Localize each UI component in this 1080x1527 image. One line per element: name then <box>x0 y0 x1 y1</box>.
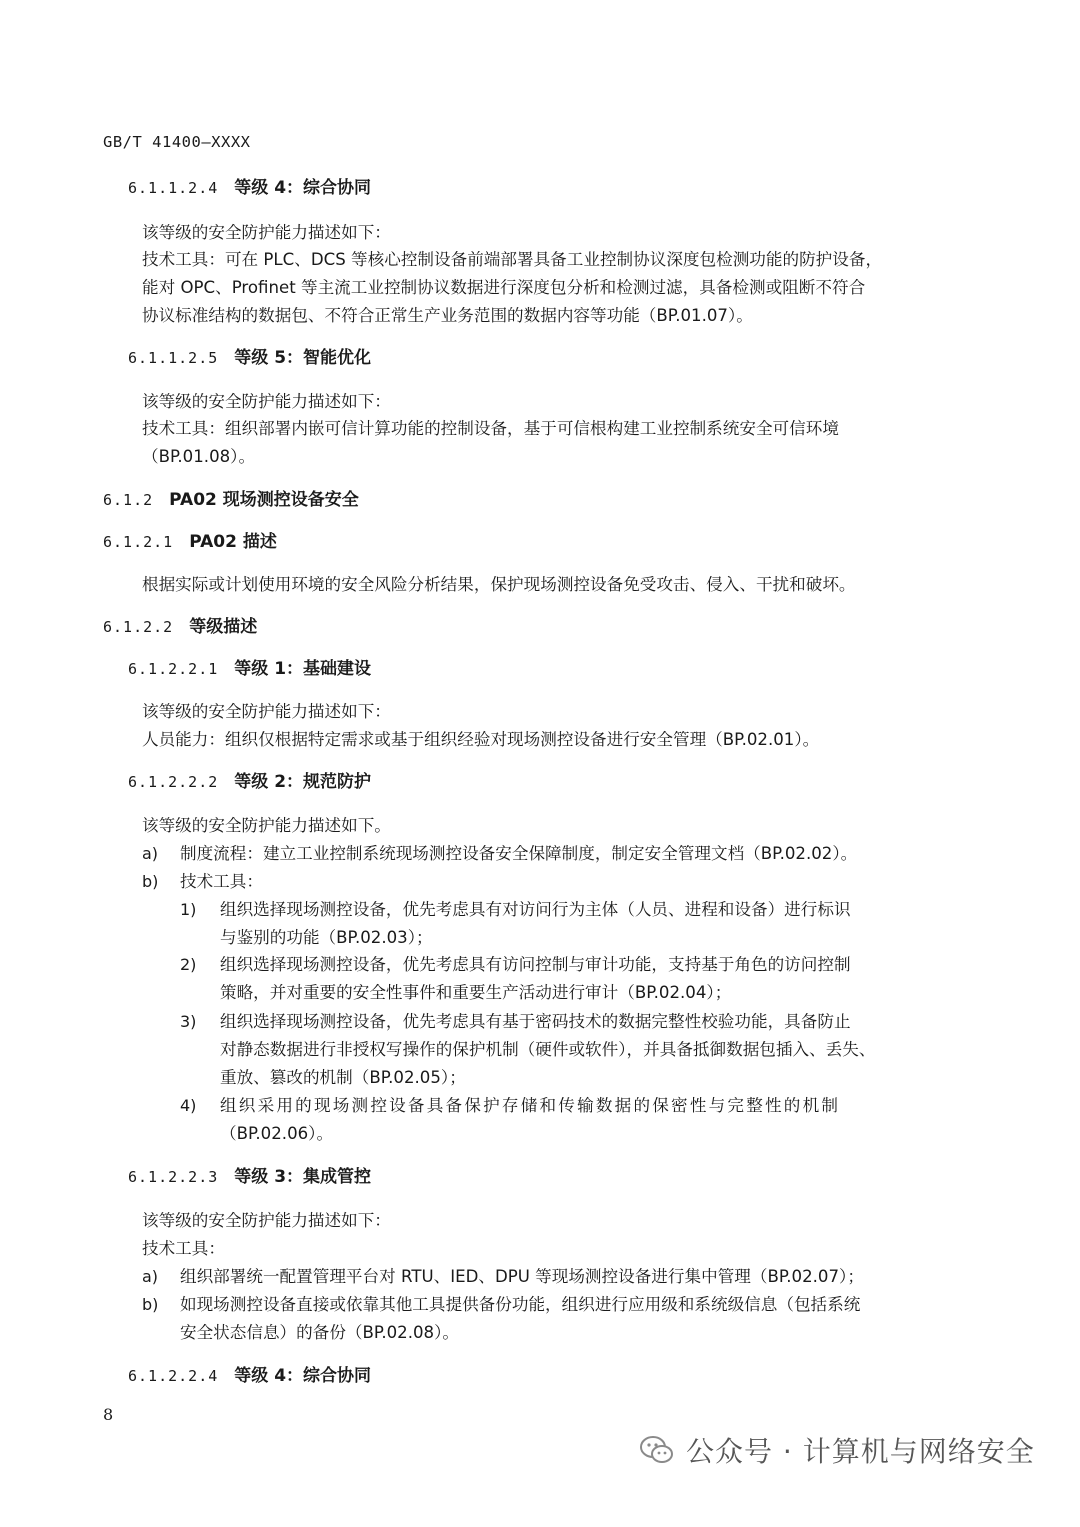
sublist-line: 组织选择现场测控设备，优先考虑具有对访问行为主体（人员、进程和设备）进行标识 <box>220 900 851 919</box>
heading-6-1-2-2-4: 6.1.2.2.4 等级 4：综合协同 <box>128 1366 372 1386</box>
heading-6-1-2-2-2: 6.1.2.2.2 等级 2：规范防护 <box>128 772 372 792</box>
sublist-label: 4) <box>180 1096 197 1115</box>
paragraph-line: 根据实际或计划使用环境的安全风险分析结果，保护现场测控设备免受攻击、侵入、干扰和破坏。 <box>142 575 856 594</box>
heading-6-1-1-2-4: 6.1.1.2.4 等级 4：综合协同 <box>128 178 372 198</box>
sublist-line: 重放、篡改的机制（BP.02.05）； <box>220 1068 466 1087</box>
watermark-text: 公众号 · 计算机与网络安全 <box>686 1435 1035 1468</box>
paragraph-line: 技术工具：可在 PLC、DCS 等核心控制设备前端部署具备工业控制协议深度包检测功能的防护设备， <box>142 250 883 269</box>
sublist-line: 对静态数据进行非授权写操作的保护机制（硬件或软件），并具备抵御数据包插入、丢失、 <box>220 1040 876 1059</box>
paragraph-line: 该等级的安全防护能力描述如下： <box>142 702 391 721</box>
page-number: 8 <box>103 1405 114 1424</box>
paragraph-line: 技术工具：组织部署内嵌可信计算功能的控制设备，基于可信根构建工业控制系统安全可信环境 <box>142 419 839 438</box>
sublist-label: 1) <box>180 900 197 919</box>
sublist-line: 组织选择现场测控设备，优先考虑具有基于密码技术的数据完整性校验功能，具备防止 <box>220 1012 851 1031</box>
list-label: b) <box>142 872 159 891</box>
paragraph-line: 协议标准结构的数据包、不符合正常生产业务范围的数据内容等功能（BP.01.07）。 <box>142 306 753 325</box>
heading-6-1-2-1: 6.1.2.1 PA02 描述 <box>103 532 277 552</box>
list-label: a) <box>142 844 159 863</box>
standard-number: GB/T 41400—XXXX <box>103 133 251 151</box>
sublist-line: 策略，并对重要的安全性事件和重要生产活动进行审计（BP.02.04）； <box>220 983 732 1002</box>
paragraph-line: 人员能力：组织仅根据特定需求或基于组织经验对现场测控设备进行安全管理（BP.02.01）。 <box>142 730 820 749</box>
sublist-label: 2) <box>180 955 197 974</box>
sublist-line: 组织选择现场测控设备，优先考虑具有访问控制与审计功能，支持基于角色的访问控制 <box>220 955 851 974</box>
list-item-b: 如现场测控设备直接或依靠其他工具提供备份功能，组织进行应用级和系统级信息（包括系统 <box>180 1295 861 1314</box>
list-item-b: 技术工具： <box>180 872 263 891</box>
paragraph-line: 该等级的安全防护能力描述如下： <box>142 1211 391 1230</box>
heading-6-1-2: 6.1.2 PA02 现场测控设备安全 <box>103 490 359 510</box>
paragraph-line: 该等级的安全防护能力描述如下： <box>142 223 391 242</box>
sublist-line: 组织采用的现场测控设备具备保护存储和传输数据的保密性与完整性的机制 <box>220 1096 841 1115</box>
sublist-label: 3) <box>180 1012 197 1031</box>
list-item-a: 制度流程：建立工业控制系统现场测控设备安全保障制度，制定安全管理文档（BP.02.02）。 <box>180 844 858 863</box>
heading-6-1-1-2-5: 6.1.1.2.5 等级 5：智能优化 <box>128 348 372 368</box>
paragraph-line: 技术工具： <box>142 1239 225 1258</box>
sublist-line: （BP.02.06）。 <box>220 1124 334 1143</box>
heading-6-1-2-2-1: 6.1.2.2.1 等级 1：基础建设 <box>128 659 372 679</box>
list-item-a: 组织部署统一配置管理平台对 RTU、IED、DPU 等现场测控设备进行集中管理（BP.02.07）； <box>180 1267 864 1286</box>
sublist-line: 与鉴别的功能（BP.02.03）； <box>220 928 433 947</box>
list-item-b-cont: 安全状态信息）的备份（BP.02.08）。 <box>180 1323 460 1342</box>
watermark <box>640 1427 1035 1473</box>
paragraph-line: 能对 OPC、Profinet 等主流工业控制协议数据进行深度包分析和检测过滤，具备检测或阻断不符合 <box>142 278 866 297</box>
paragraph-line: （BP.01.08）。 <box>142 447 256 466</box>
list-label: a) <box>142 1267 159 1286</box>
list-label: b) <box>142 1295 159 1314</box>
heading-6-1-2-2-3: 6.1.2.2.3 等级 3：集成管控 <box>128 1167 372 1187</box>
wechat-icon <box>640 1435 674 1465</box>
paragraph-line: 该等级的安全防护能力描述如下： <box>142 392 391 411</box>
paragraph-line: 该等级的安全防护能力描述如下。 <box>142 816 391 835</box>
heading-6-1-2-2: 6.1.2.2 等级描述 <box>103 617 258 637</box>
